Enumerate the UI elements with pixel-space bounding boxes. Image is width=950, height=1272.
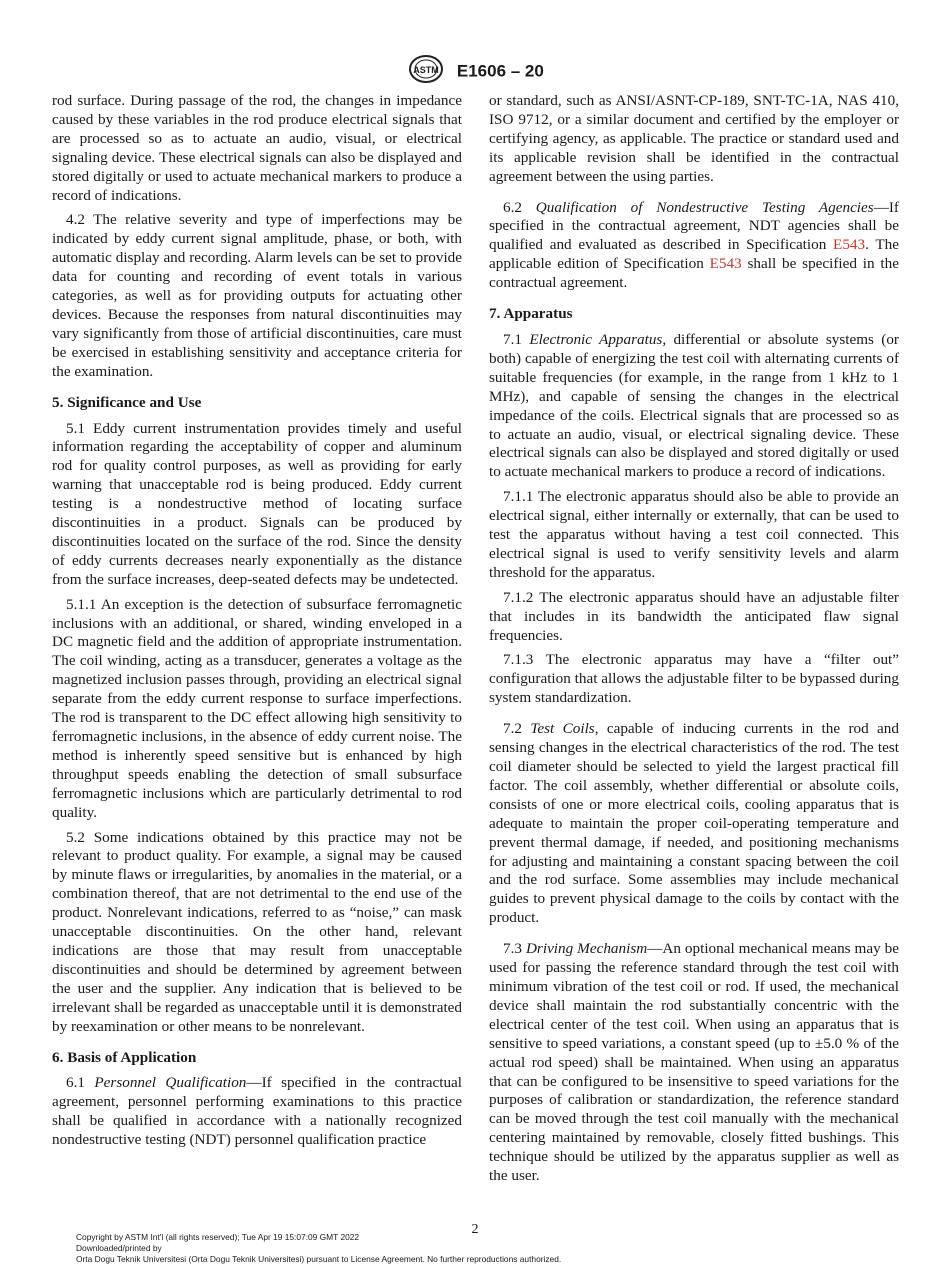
paragraph-6-1: 6.1 Personnel Qualification—If specified in the contractual agreement, personnel performing examinations to this practice shall be qualified in accordance with a nationally recognized nondestructive testing (NDT) personnel qualification practice xyxy=(52,1074,463,1149)
paragraph-7-1-3: 7.1.3 The electronic apparatus may have a “filter out” configuration that allows the adjustable filter to be bypassed during system standardization. xyxy=(489,651,899,707)
paragraph-continued: rod surface. During passage of the rod, the changes in impedance caused by these variables in the rod produce electrical signals that are processed so as to actuate an audio, visual, or electrical signaling device. These electrical signals can also be displayed and stored digitally or used to actuate mechanical markers to produce a record of indications. xyxy=(52,92,462,204)
e543-link[interactable]: E543 xyxy=(833,236,866,254)
footer-line: Orta Dogu Teknik Universitesi (Orta Dogu Teknik Universitesi) pursuant to License Agreement. No further reproductions authorized. xyxy=(76,1253,562,1264)
paragraph-continued-right: or standard, such as ANSI/ASNT-CP-189, SNT-TC-1A, NAS 410, ISO 9712, or a similar document and certified by the employer or certifying agency, as applicable. The practice or standard used and its applicable revision shall be identified in the contractual agreement between the using parties. xyxy=(489,92,899,185)
copyright-footer xyxy=(76,1232,561,1264)
right-column xyxy=(489,92,899,1192)
footer-line: Copyright by ASTM Int'l (all rights reserved); Tue Apr 19 15:07:09 GMT 2022 xyxy=(76,1232,360,1242)
paragraph-7-1-1: 7.1.1 The electronic apparatus should also be able to provide an electrical signal, either internally or externally, that can be used to test the apparatus without having a test coil connected. This electrical signal is used to verify sensitivity levels and alarm threshold for the apparatus. xyxy=(489,488,899,581)
paragraph-6-2: 6.2 Qualification of Nondestructive Testing Agencies—If specified in the contractual agreement, NDT agencies shall be qualified and evaluated as described in Specification E543. The applicable edition of Specification E543 shall be specified in the contractual agreement. xyxy=(489,198,899,292)
section-7-heading: 7. Apparatus xyxy=(489,305,573,323)
paragraph-7-3: 7.3 Driving Mechanism—An optional mechanical means may be used for passing the reference standard through the test coil with minimum vibration of the test coil or rod. If used, the mechanical device shall maintain the rod substantially concentric with the electrical center of the test coil. When using an apparatus that is sensitive to speed variations, a constant speed (up to ±5.0 % of the actual rod speed) shall be maintained. When using an apparatus that can be configured to be insensitive to speed variations for the purposes of calibration or standardization, the reference standard can be moved through the test coil manually with the mechanical centering maintained by removable, closely fitted bushings. This technique should be utilized by the apparatus supplier as well as the user. xyxy=(489,940,900,1185)
paragraph-7-2: 7.2 Test Coils, capable of inducing currents in the rod and sensing changes in the electrical characteristics of the rod. The test coil diameter should be selected to yield the largest practical fill factor. The coil assembly, whether differential or absolute coils, consists of one or more electrical coils, cooling apparatus that is adequate to maintain the proper coil-operating temperature and prevent thermal damage, if needed, and positioning mechanisms for adjusting and maintaining a constant spacing between the coil and the rod surface. Some assemblies may include mechanical guides to prevent physical damage to the coils by contact with the product. xyxy=(489,720,899,927)
page-number: 2 xyxy=(471,1222,479,1237)
paragraph-5-1: 5.1 Eddy current instrumentation provides timely and useful information regarding the acceptability of copper and aluminum rod for quality control purposes, as well as providing for early warning that unacceptable rod is being produced. Eddy current testing is a nondestructive method of locating surface discontinuities in a product. Signals can be produced by discontinuities located on the surface of the rod. Since the density of eddy currents decreases nearly exponentially as the distance from the surface increases, deep-seated defects may be undetected. xyxy=(52,419,462,588)
footer-line: Downloaded/printed by xyxy=(76,1242,162,1253)
svg-text:ASTM: ASTM xyxy=(413,65,439,75)
e543-link[interactable]: E543 xyxy=(709,255,742,273)
paragraph-5-1-1: 5.1.1 An exception is the detection of subsurface ferromagnetic inclusions with an additional, or shared, winding enveloped in a DC magnetic field and the addition of appropriate instrumentation. The coil winding, acting as a transducer, generates a voltage as the magnetized inclusion passes through, providing an electrical signal separate from the eddy current response to surface imperfections. The rod is transparent to the DC effect allowing high sensitivity to ferromagnetic inclusions, in the absence of eddy current noise. The method is inherently speed sensitive but is enhanced by high throughput speeds enabling the detection of small subsurface ferromagnetic inclusions which are particularly detrimental to rod quality. xyxy=(52,595,462,821)
section-5-heading: 5. Significance and Use xyxy=(52,393,202,411)
left-column xyxy=(52,92,462,1156)
astm-logo-icon xyxy=(406,54,446,89)
paragraph-7-1-2: 7.1.2 The electronic apparatus should have an adjustable filter that includes in its bandwidth the anticipated flaw signal frequencies. xyxy=(489,588,899,644)
paragraph-7-1: 7.1 Electronic Apparatus, differential or absolute systems (or both) capable of energizing the test coil with alternating currents of suitable frequencies (for example, in the range from 1 kHz to 1 MHz), and capable of sensing the changes in the electrical impedance of the coils. Electrical signals that are processed so as to actuate an audio, visual, or electrical signaling device. These electrical signals can also be displayed and stored digitally or used to actuate mechanical markers to produce a record of indications. xyxy=(489,330,899,481)
standard-designation: E1606 – 20 xyxy=(456,61,544,81)
paragraph-5-2: 5.2 Some indications obtained by this practice may not be relevant to product quality. For example, a signal may be caused by minute flaws or irregularities, by anomalies in the material, or a combination thereof, that are not detrimental to the end use of the product. Nonrelevant indications, referred to as “noise,” can mask unacceptable discontinuities. On the other hand, relevant indications are those that may result from unacceptable discontinuities and should be determined by agreement between the user and the supplier. Any indication that is believed to be irrelevant shall be regarded as unacceptable until it is demonstrated by reexamination or other means to be nonrelevant. xyxy=(52,828,462,1035)
paragraph-4-2: 4.2 The relative severity and type of imperfections may be indicated by eddy current signal amplitude, phase, or both, with automatic display and recording. Alarm levels can be set to provide data for counting and recording of event totals in various categories, as well as for providing outputs for actuating other devices. Because the responses from natural discontinuities may vary significantly from those of artificial discontinuities, care must be exercised in establishing sensitivity and acceptance criteria for the examination. xyxy=(52,211,462,380)
section-6-heading: 6. Basis of Application xyxy=(52,1048,197,1066)
page-header xyxy=(0,54,950,89)
